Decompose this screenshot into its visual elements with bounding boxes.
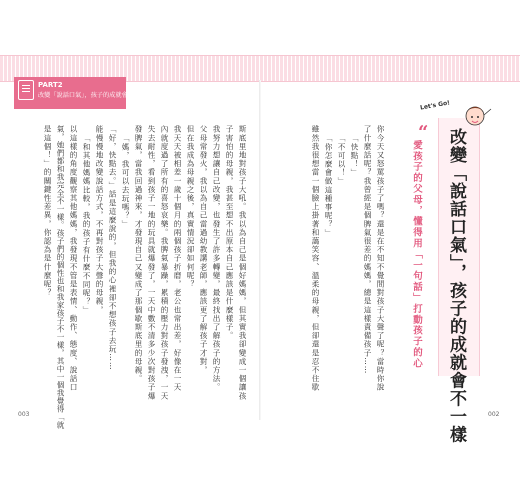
left-text-col-1: 斯底里地對孩子大吼。我以為自己是個好媽媽，但其實我卻變成一個讓孩 [238, 125, 247, 401]
chapter-title: 改變「說話口氣」，孩子的成就會不一樣 [446, 128, 466, 444]
notebook-icon [18, 80, 34, 100]
left-text-col-2: 子害怕的母親，我甚至想不出原本自己應該是什麼樣子。 [225, 125, 234, 340]
mascot-icon [453, 100, 493, 130]
page-number-right: 002 [488, 411, 500, 418]
quote-mark: “ [418, 122, 429, 143]
left-text-col-4: 父母常發火，我以為自己當過幼教講老師，應該更了解孩子才對， [199, 125, 208, 375]
header-subtitle: 改變「說話口氣」，孩子的成就會不一樣 [38, 92, 147, 99]
left-text-col-14: 以這樣的角度觀察其他媽媽，我發現不管是表情、動作、態度、說話口 [69, 125, 78, 392]
left-text-col-6: 我天天被相差一歲十個月的兩個孩子折磨，老公也常出差，好像在一天 [173, 125, 182, 392]
left-text-col-7: 內就度過了所有的喜怒哀樂。我脾氣暴躁，累積的壓力對孩子發洩，一天 [160, 125, 169, 401]
book-gutter [259, 80, 261, 420]
right-text-col-2: 了什麼話呢？我曾經是個脾氣很差的媽媽，總是這樣責備孩子…… [363, 125, 372, 375]
left-text-col-5: 但在我成為母親之後，真實情況卻如何呢？ [186, 125, 195, 289]
left-text-col-11: 「好，快點去。」話是這麼說的，但我的心裡卻不想孩子去玩…… [108, 125, 117, 371]
left-text-col-10: 「媽，我可以去玩嗎？」 [121, 134, 130, 229]
left-text-col-13: 「和其他媽媽比較，我的孩子有什麼不同呢？」 [82, 134, 91, 315]
left-text-col-8: 失去耐性，看到孩子一地的玩具就爆發了，一天中數不清多少次對孩子爆 [147, 125, 156, 401]
right-text-col-3: 「快點！」 [350, 134, 359, 177]
page-number-left: 003 [18, 411, 30, 418]
left-text-col-3: 我努力想讓自己改變，也發生了許多轉變，最終找出了解孩子的方法。 [212, 125, 221, 392]
right-text-col-5: 「你怎麼會做這種事呢？」 [324, 134, 333, 238]
left-text-col-15: 氣，她們都和我完全不一樣。孩子們的個性也和我家孩子不一樣，其中一個我覺得「就 [56, 125, 65, 429]
left-text-col-12: 能慢慢地改變說話方式，不再對孩子大聲的母親， [95, 125, 104, 315]
chapter-header [14, 77, 147, 109]
left-text-col-9: 發脾氣，當我回過神來，才發現自己又變成了那個歇斯底里的母親。 [134, 125, 143, 383]
lets-go-label: Let's Go! [419, 99, 451, 112]
part-label: PART2 [38, 81, 63, 89]
left-text-col-16: 是這個！」的關鍵性差異，你認為是什麼呢？ [43, 125, 52, 297]
right-text-col-6: 雖然我很想當一個臉上掛著和藹笑容、溫柔的母親，但卻還是忍不住歇 [311, 125, 320, 392]
right-text-col-1: 你今天又怒罵孩子了嗎？還是在不知不覺間對孩子大聲了呢？當時你說 [376, 125, 385, 392]
right-text-col-4: 「不可以！」 [337, 134, 346, 186]
chapter-tagline: 愛孩子的父母，懂得用「一句話」打動孩子的心 [411, 140, 422, 369]
